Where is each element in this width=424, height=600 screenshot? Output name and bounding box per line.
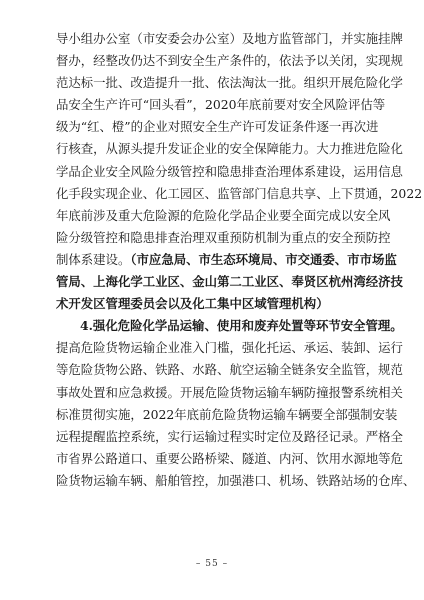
text-line: 标准贯彻实施，2022年底前危险货物运输车辆要全部强制安装 [56,406,398,422]
text-line: 等危险货物公路、铁路、水路、航空运输全链条安全监管，规范 [56,362,403,378]
paragraph-ending-text: 制体系建设。 [56,251,131,267]
document-body [56,28,423,492]
text-line: 级为“红、橙”的企业对照安全生产许可发证条件逐一再次进 [56,119,379,135]
text-line: 品安全生产许可“回头看”，2020年底前要对安全风险评估等 [56,97,386,113]
responsible-units-line: 管局、上海化学工业区、金山第二工业区、奉贤区杭州湾经济技 [56,274,403,290]
text-line: 事故处置和应急救援。开展危险货物运输车辆防撞报警系统相关 [56,384,403,400]
text-line: 提高危险货物运输企业准入门槛，强化托运、承运、装卸、运行 [56,340,403,356]
text-line: 导小组办公室（市安委会办公室）及地方监管部门，并实施挂牌 [56,31,403,46]
responsible-units-line: 术开发区管理委员会以及化工集中区域管理机构） [56,296,329,312]
text-line: 市省界公路道口、重要公路桥梁、隧道、内河、饮用水源地等危 [56,450,403,466]
page-number: – 55 – [195,559,229,569]
text-line: 年底前涉及重大危险源的危险化学品企业要全面完成以安全风 [56,207,391,223]
text-line: 督办，经整改仍达不到安全生产条件的，依法予以关闭，实现规 [56,53,403,69]
text-line: 行核查，从源头提升发证企业的安全保障能力。大力推进危险化 [56,141,403,157]
text-line: 险货物运输车辆、船舶管控，加强港口、机场、铁路站场的仓库、 [56,472,416,488]
text-line: 远程提醒监控系统，实行运输过程实时定位及路径记录。严格全 [56,428,403,444]
text-line: 险分级管控和隐患排查治理双重预防机制为重点的安全预防控 [56,229,391,245]
text-line-with-responsible-units [56,249,397,271]
text-line: 范达标一批、改造提升一批、依法淘汰一批。组织开展危险化学 [56,75,403,91]
responsible-units-text: （市应急局、市生态环境局、市交通委、市市场监 [130,251,397,267]
section-heading: 4.强化危险化学品运输、使用和废弃处置等环节安全管理。 [80,318,403,334]
text-line: 化手段实现企业、化工园区、监管部门信息共享、上下贯通，2022 [56,185,423,201]
text-line: 学品企业安全风险分级管控和隐患排查治理体系建设，运用信息 [56,163,403,179]
